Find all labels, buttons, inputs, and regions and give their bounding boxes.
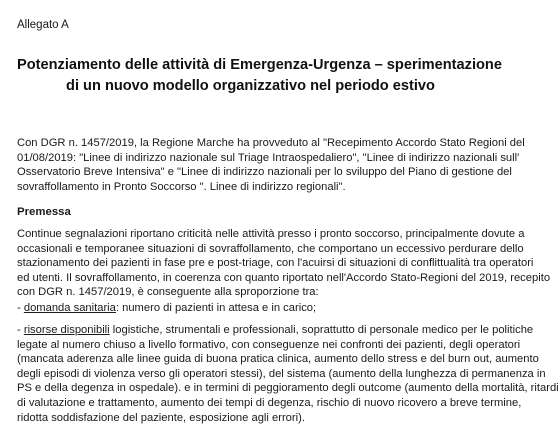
attachment-label: Allegato A bbox=[17, 19, 69, 31]
bullet-term: domanda sanitaria bbox=[23, 302, 116, 314]
intro-line: sovraffollamento in Pronto Soccorso ". Linee di indirizzo regionali". bbox=[17, 180, 346, 193]
bullet-dash: - bbox=[17, 324, 24, 336]
premessa-line: occasionali e temporanee situazioni di sovraffollamento, che comportano un eccessivo perdurare dello bbox=[17, 242, 524, 255]
bullet-risorse-disponibili bbox=[17, 323, 559, 425]
premessa-line: Continue segnalazioni riportano criticità nelle attività presso i pronto soccorso, principalmente dovute a bbox=[17, 228, 525, 240]
bullet-line bbox=[17, 323, 534, 338]
bullet-line: (mancata aderenza alle linee guida di buona pratica clinica, aumento dello stress e del burn out, aumento bbox=[17, 353, 539, 366]
document-title bbox=[17, 55, 502, 97]
bullet-dash: - bbox=[17, 302, 24, 314]
bullet-text: logistiche, strumentali e professionali, soprattutto di personale medico per le politiche bbox=[109, 324, 534, 336]
bullet-line: legate al numero chiuso a livello formativo, con conseguenze nei confronti dei pazienti, degli operatori bbox=[17, 338, 521, 351]
premessa-line: con DGR n. 1457/2019, è conseguente alla sproporzione tra: bbox=[17, 286, 319, 299]
intro-paragraph bbox=[17, 136, 525, 194]
intro-line: Osservatorio Breve Intensiva" e "Linee di indirizzo nazionali per lo sviluppo del Piano di gestione del bbox=[17, 166, 512, 179]
bullet-text: : numero di pazienti in attesa e in carico; bbox=[115, 302, 317, 314]
section-heading-premessa: Premessa bbox=[17, 206, 71, 218]
bullet-line: degli episodi di violenza verso gli operatori stessi), del sistema (aumento della lunghezza di permanenza in bbox=[17, 367, 546, 380]
bullet-term: risorse disponibili bbox=[23, 324, 110, 336]
bullet-line bbox=[17, 301, 484, 316]
premessa-paragraph bbox=[17, 227, 551, 300]
intro-line: 01/08/2019: "Linee di indirizzo nazionale sul Triage Intraospedaliero", "Linee di indirizzo nazionali sull' bbox=[17, 151, 520, 164]
bullet-line: ridotta soddisfazione del paziente, esposizione agli errori). bbox=[17, 411, 305, 424]
premessa-line: ed utenti. Il sovraffollamento, in coerenza con quanto riportato nell'Accordo Stato-Regioni del 2019, recepito bbox=[17, 271, 551, 284]
intro-line: Con DGR n. 1457/2019, la Regione Marche ha provveduto al "Recepimento Accordo Stato Regioni del bbox=[17, 137, 525, 149]
premessa-line: stazionamento dei pazienti in fase pre e post-triage, con l'acuirsi di situazioni di conflittualità tra operatori bbox=[17, 257, 534, 270]
bullet-line: di valutazione e trattamento, aumento dei tempi di degenza, rischio di nuovo ricovero a breve termine, bbox=[17, 396, 522, 409]
bullet-domanda-sanitaria bbox=[17, 301, 484, 316]
title-line-1: Potenziamento delle attività di Emergenza-Urgenza – sperimentazione bbox=[17, 57, 502, 73]
bullet-line: PS e della degenza in ospedale). e in termini di peggioramento degli outcome (aumento della mortalità, ritardi bbox=[17, 382, 559, 395]
title-line-2: di un nuovo modello organizzativo nel periodo estivo bbox=[66, 78, 435, 94]
